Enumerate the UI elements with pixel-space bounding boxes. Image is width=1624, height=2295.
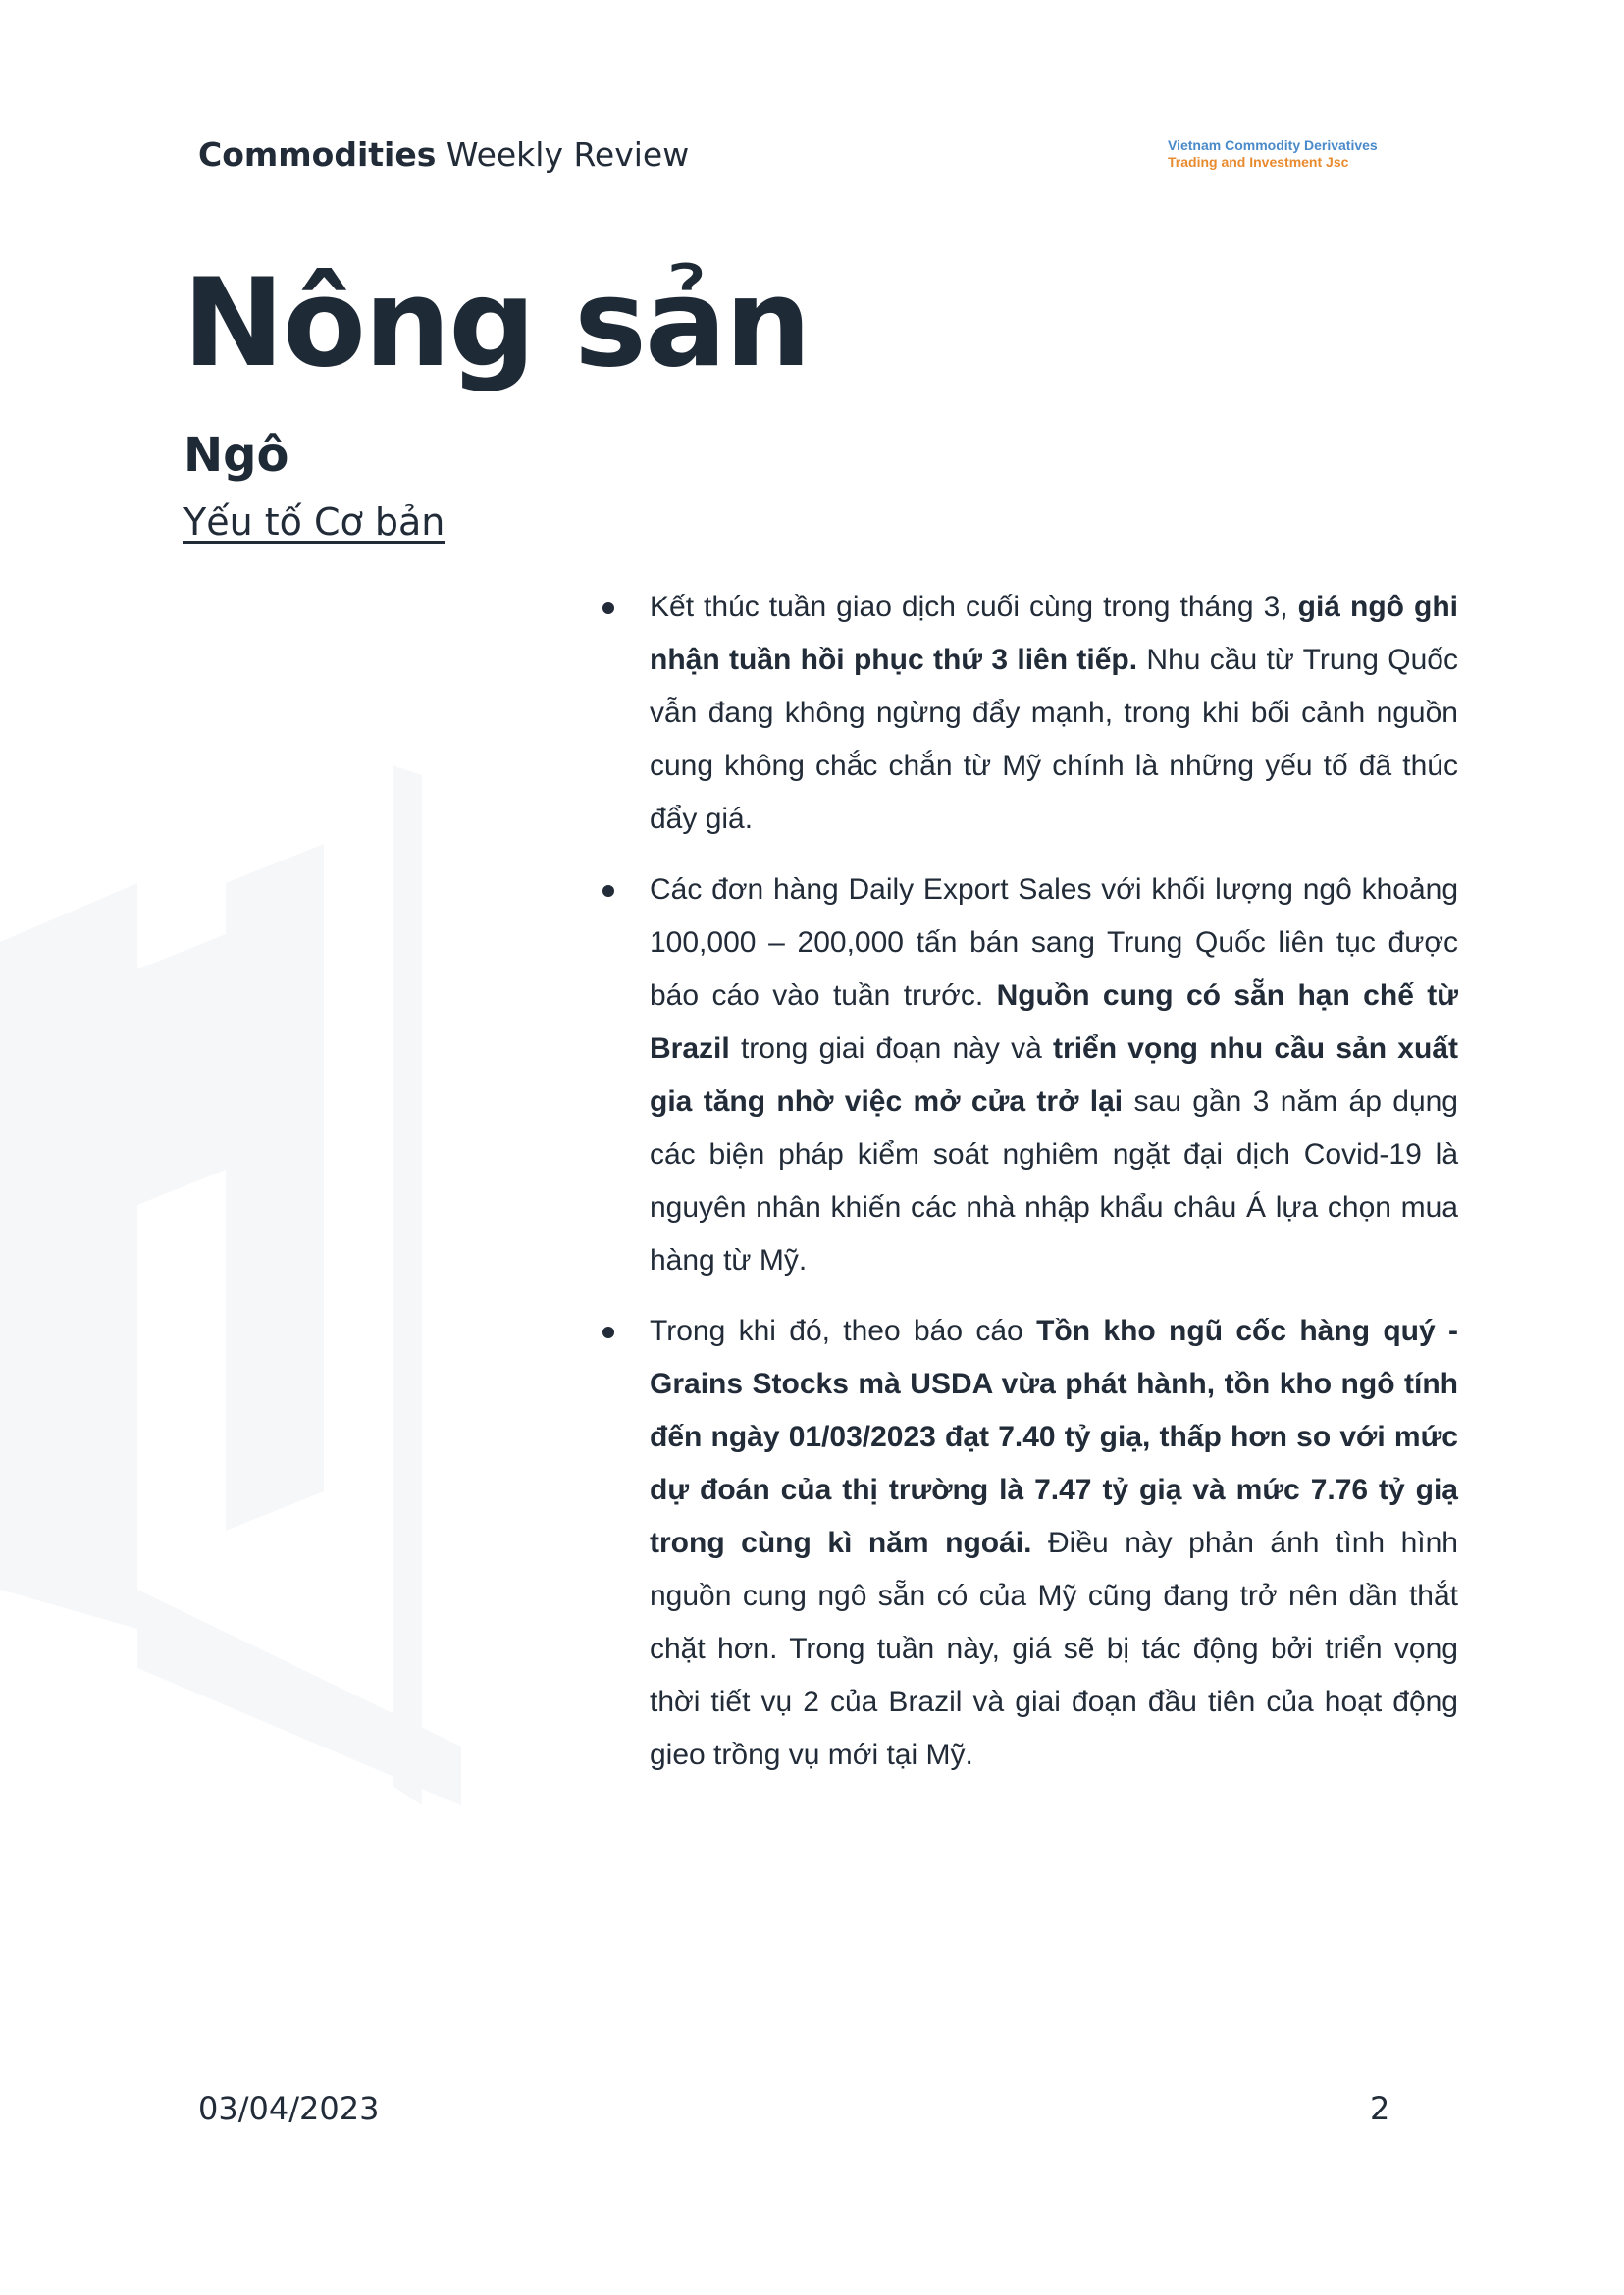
bullet-text-bold: Tồn kho ngũ cốc hàng quý - Grains Stocks mà USDA vừa phát hành, tồn kho ngô tính đến ngày 01/03/2023 đạt 7.40 tỷ giạ, thấp hơn so với mức dự đoán của thị trường là 7.47 tỷ giạ và mức 7.76 tỷ giạ trong cùng kì năm ngoái. — [650, 1315, 1458, 1559]
bullet-dot-icon — [602, 1327, 614, 1338]
bullet-text: Trong khi đó, theo báo cáo — [650, 1315, 1037, 1347]
bullet-text: Nhu cầu từ Trung Quốc vẫn đang không ngừng đẩy mạnh, trong khi bối cảnh nguồn cung không chắc chắn từ Mỹ chính là những yếu tố đã thúc đẩy giá. — [650, 644, 1458, 835]
header-title-rest: Weekly Review — [436, 135, 690, 174]
bullet-item — [595, 863, 1458, 1287]
page-title: Nông sản — [183, 253, 810, 394]
bullet-text-bold: triển vọng nhu cầu sản xuất gia tăng nhờ việc mở cửa trở lại — [650, 1032, 1458, 1118]
header-title-bold: Commodities — [198, 135, 437, 174]
footer-date: 03/04/2023 — [198, 2090, 380, 2127]
bullet-text: Các đơn hàng Daily Export Sales với khối lượng ngô khoảng 100,000 – 200,000 tấn bán sang Trung Quốc liên tục được báo cáo vào tuần trước. — [650, 873, 1458, 1012]
logo-line-1: Vietnam Commodity Derivatives — [1168, 137, 1378, 153]
report-header — [198, 135, 689, 174]
bullet-dot-icon — [602, 885, 614, 897]
bullet-item — [595, 1305, 1458, 1782]
bullet-item — [595, 581, 1458, 846]
bullet-text: Điều này phản ánh tình hình nguồn cung ngô sẵn có của Mỹ cũng đang trở nên dần thắt chặt hơn. Trong tuần này, giá sẽ bị tác động bởi triển vọng thời tiết vụ 2 của Brazil và giai đoạn đầu tiên của hoạt động gieo trồng vụ mới tại Mỹ. — [650, 1527, 1458, 1771]
section-heading-link[interactable]: Yếu tố Cơ bản — [183, 500, 445, 544]
bullet-text-bold: Nguồn cung có sẵn hạn chế từ Brazil — [650, 979, 1458, 1065]
company-logo — [1168, 137, 1378, 171]
bullet-text: trong giai đoạn này và — [729, 1032, 1054, 1065]
bullet-text: sau gần 3 năm áp dụng các biện pháp kiểm soát nghiêm ngặt đại dịch Covid-19 là nguyên nhân khiến các nhà nhập khẩu châu Á lựa chọn mua hàng từ Mỹ. — [650, 1085, 1458, 1277]
logo-line-2: Trading and Investment Jsc — [1168, 154, 1349, 170]
page-number: 2 — [1370, 2090, 1390, 2127]
background-watermark — [0, 746, 687, 1805]
bullet-text: Kết thúc tuần giao dịch cuối cùng trong tháng 3, — [650, 591, 1298, 623]
bullet-text-bold: giá ngô ghi nhận tuần hồi phục thứ 3 liên tiếp. — [650, 591, 1458, 676]
section-subtitle: Ngô — [183, 428, 289, 483]
bullet-list — [595, 581, 1458, 1799]
bullet-dot-icon — [602, 602, 614, 614]
